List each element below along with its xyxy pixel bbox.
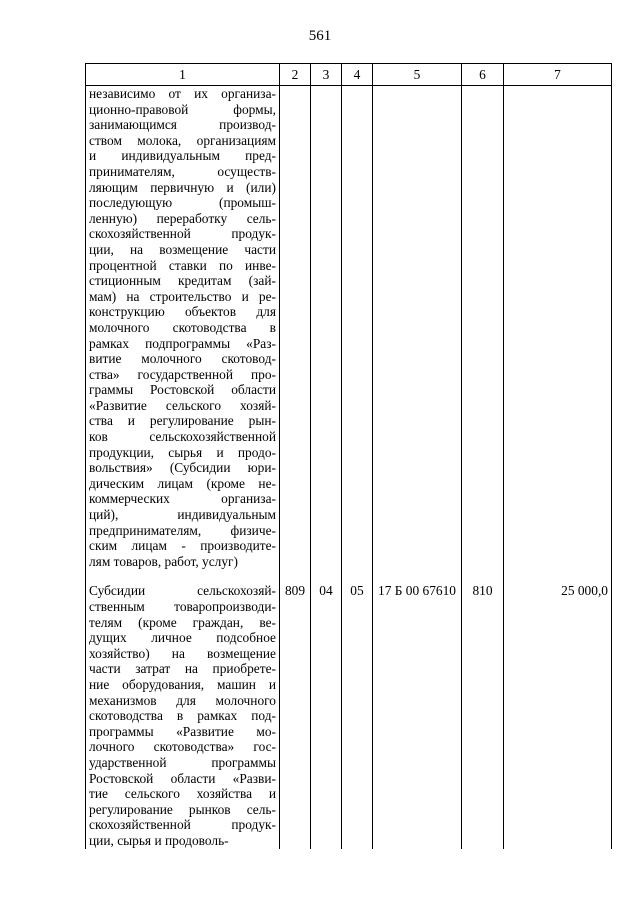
description-line: ций), индивидуальным: [89, 507, 276, 523]
description-line: ции, сырья и продоволь-: [89, 832, 229, 848]
description-line: программы «Развитие мо-: [89, 723, 276, 739]
description-line: скохозяйственной продук-: [89, 226, 276, 242]
description-line: граммы Ростовской области: [89, 382, 276, 398]
description-line: регулирование рынков сель-: [89, 801, 276, 817]
cell-section: 04: [311, 583, 342, 848]
col-header: 4: [342, 64, 373, 86]
budget-table: [85, 63, 612, 849]
description-line: ляющим первичную и (или): [89, 179, 276, 195]
description-line: ков сельскохозяйственной: [89, 429, 276, 445]
cell-expense-type: [462, 86, 504, 570]
cell-ministry: 809: [280, 583, 311, 848]
description-line: ние оборудования, машин и: [89, 676, 276, 692]
description-line: занимающимся производ-: [89, 117, 276, 133]
table-row: [86, 583, 612, 848]
description-line: ственным товаропроизводи-: [89, 599, 276, 614]
description-line: ства и регулирование рын-: [89, 413, 276, 429]
cell-amount: [504, 86, 612, 570]
description-line: коммерческих организа-: [89, 491, 276, 507]
description-line: молочного скотоводства в: [89, 319, 276, 335]
cell-expense-type: 810: [462, 583, 504, 848]
col-header: 5: [373, 64, 462, 86]
description-line: телям (кроме граждан, ве-: [89, 614, 276, 630]
description-line: лям товаров, работ, услуг): [89, 553, 239, 569]
description-line: ционно-правовой формы,: [89, 101, 276, 117]
cell-amount: 25 000,0: [504, 583, 612, 848]
row-spacer: [86, 569, 612, 583]
row-description: [86, 583, 280, 848]
description-line: стиционным кредитам (зай-: [89, 273, 276, 289]
header-row: [86, 64, 612, 86]
description-line: ством молока, организациям: [89, 132, 276, 148]
description-line: скохозяйственной продук-: [89, 817, 276, 833]
cell-ministry: [280, 86, 311, 570]
description-line: процентной ставки по инве-: [89, 257, 276, 273]
description-line: «Развитие сельского хозяй-: [89, 397, 276, 413]
row-description: [86, 86, 280, 570]
col-header: 2: [280, 64, 311, 86]
description-line: части затрат на приобрете-: [89, 661, 276, 677]
description-line: последующую (промыш-: [89, 195, 276, 211]
description-line: Субсидии сельскохозяй-: [89, 583, 276, 599]
description-line: независимо от их организа-: [89, 86, 276, 101]
description-line: мам) на строительство и ре-: [89, 288, 276, 304]
description-line: Ростовской области «Разви-: [89, 770, 276, 786]
description-line: ции, на возмещение части: [89, 241, 276, 257]
page-number: 561: [308, 28, 332, 44]
description-line: тие сельского хозяйства и: [89, 786, 276, 802]
description-line: ленную) переработку сель-: [89, 210, 276, 226]
col-header: 1: [86, 64, 280, 86]
description-line: скотоводства в рамках под-: [89, 708, 276, 724]
cell-subsection: 05: [342, 583, 373, 848]
description-line: ства» государственной про-: [89, 366, 276, 382]
cell-target-article: 17 Б 00 67610: [373, 583, 462, 848]
description-line: ударственной программы: [89, 754, 276, 770]
description-line: дущих личное подсобное: [89, 630, 276, 646]
description-line: хозяйство) на возмещение: [89, 645, 276, 661]
description-line: ским лицам - производите-: [89, 538, 276, 554]
description-line: предпринимателям, физиче-: [89, 522, 276, 538]
cell-target-article: [373, 86, 462, 570]
description-line: и индивидуальным пред-: [89, 148, 276, 164]
cell-section: [311, 86, 342, 570]
cell-subsection: [342, 86, 373, 570]
description-line: вольствия» (Субсидии юри-: [89, 460, 276, 476]
description-line: рамках подпрограммы «Раз-: [89, 335, 276, 351]
description-line: лочного скотоводства» гос-: [89, 739, 276, 755]
col-header: 7: [504, 64, 612, 86]
description-line: механизмов для молочного: [89, 692, 276, 708]
description-line: конструкцию объектов для: [89, 304, 276, 320]
description-line: дическим лицам (кроме не-: [89, 475, 276, 491]
description-line: продукции, сырья и продо-: [89, 444, 276, 460]
col-header: 3: [311, 64, 342, 86]
description-line: витие молочного скотовод-: [89, 351, 276, 367]
description-line: принимателям, осуществ-: [89, 163, 276, 179]
table-row: [86, 86, 612, 570]
col-header: 6: [462, 64, 504, 86]
